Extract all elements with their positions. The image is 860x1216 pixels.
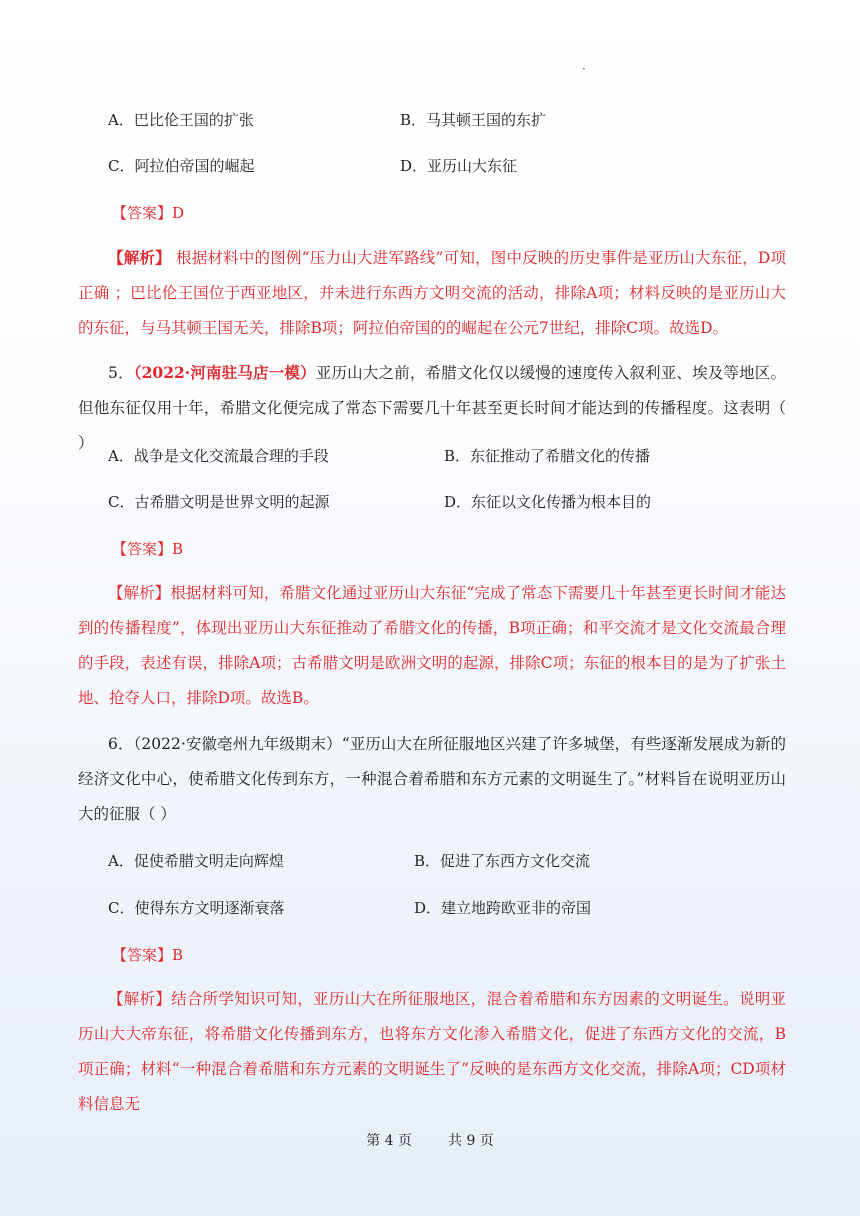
q4-option-c: C．阿拉伯帝国的崛起	[108, 157, 255, 175]
q6-number: 6．	[108, 735, 134, 753]
q4-analysis-text: 根据材料中的图例“压力山大进军路线”可知，图中反映的历史事件是亚历山大东征，D项正确 ；巴比伦王国位于西亚地区，并未进行东西方文明交流的活动，排除A项；材料反映的是亚历山大的东征，与马其顿王国无关，排除B项；阿拉伯帝国的的崛起在公元7世纪，排除C项。故选D。	[78, 249, 786, 337]
q6-source: （2022·安徽亳州九年级期末）	[133, 735, 342, 753]
q6-option-b: B．促进了东西方文化交流	[414, 852, 591, 870]
q5-number: 5．	[108, 364, 134, 382]
q5-option-c: C．古希腊文明是世界文明的起源	[108, 493, 330, 511]
q6-stem	[78, 727, 786, 832]
page-total: 共 9 页	[448, 1133, 494, 1149]
q4-answer: 【答案】D	[112, 204, 185, 222]
q6-option-d: D．建立地跨欧亚非的帝国	[414, 899, 592, 917]
q5-stem-text: 亚历山大之前，希腊文化仅以缓慢的速度传入叙利亚、埃及等地区。但他东征仅用十年，希腊文化便完成了常态下需要几十年甚至更长时间才能达到的传播程度。这表明（ ）	[78, 364, 786, 452]
q6-option-c: C．使得东方文明逐渐衰落	[108, 899, 285, 917]
q6-stem-text: “亚历山大在所征服地区兴建了许多城堡，有些逐渐发展成为新的经济文化中心，使希腊文化传到东方，一种混合着希腊和东方元素的文明诞生了。”材料旨在说明亚历山大的征服（ ）	[78, 735, 787, 823]
header-mark: ·	[582, 62, 586, 76]
q5-answer: 【答案】B	[112, 540, 184, 558]
q4-analysis-label: 【解析】	[108, 248, 171, 267]
q4-option-a: A．巴比伦王国的扩张	[108, 111, 254, 129]
q5-option-d: D．东征以文化传播为根本目的	[444, 493, 652, 511]
page-footer	[0, 1130, 860, 1150]
page-number: 第 4 页	[366, 1133, 412, 1149]
q4-analysis	[78, 240, 786, 346]
q4-option-b: B．马其顿王国的东扩	[400, 111, 547, 129]
q5-option-b: B．东征推动了希腊文化的传播	[444, 447, 651, 465]
q4-option-d: D．亚历山大东征	[400, 157, 518, 175]
q5-option-a: A．战争是文化交流最合理的手段	[108, 447, 329, 465]
q6-analysis: 【解析】结合所学知识可知，亚历山大在所征服地区，混合着希腊和东方因素的文明诞生。说明亚历山大大帝东征，将希腊文化传播到东方，也将东方文化渗入希腊文化，促进了东西方文化的交流，B项正确；材料“一种混合着希腊和东方元素的文明诞生了”反映的是东西方文化交流，排除A项；CD项材料信息无	[78, 990, 786, 1113]
q6-answer: 【答案】B	[112, 946, 184, 964]
q6-option-a: A．促使希腊文明走向辉煌	[108, 852, 284, 870]
q5-source: （2022·河南驻马店一模）	[133, 363, 316, 382]
q5-analysis: 【解析】根据材料可知，希腊文化通过亚历山大东征“完成了常态下需要几十年甚至更长时间才能达到的传播程度”，体现出亚历山大东征推动了希腊文化的传播，B项正确；和平交流才是文化交流最合理的手段，表述有误，排除A项；古希腊文明是欧洲文明的起源，排除C项；东征的根本目的是为了扩张土地、抢夺人口，排除D项。故选B。	[78, 584, 786, 707]
